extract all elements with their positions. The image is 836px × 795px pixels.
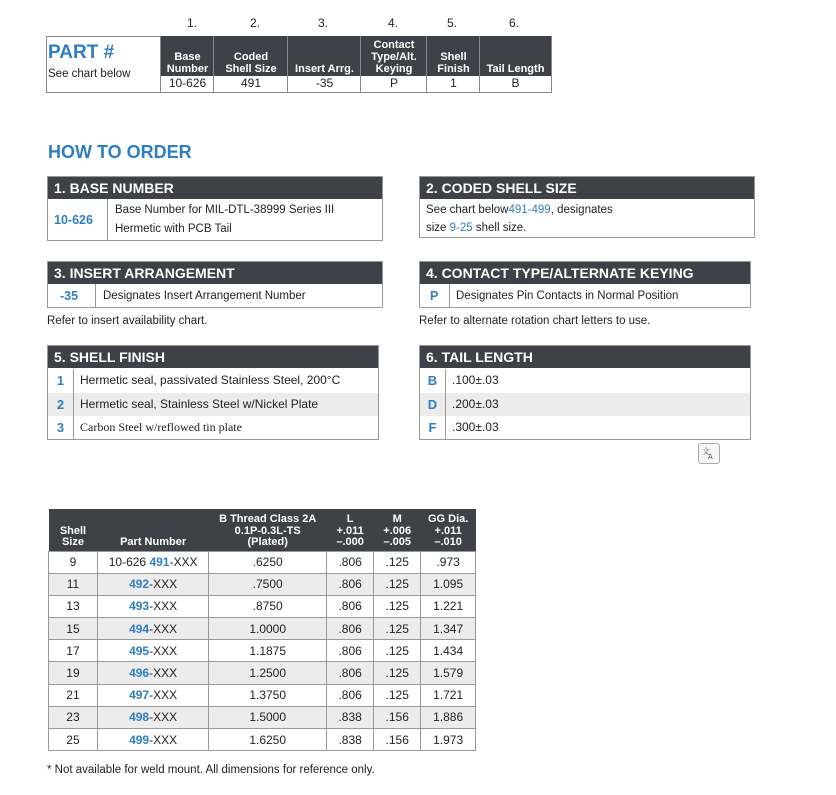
part-number-cell: [97, 729, 208, 751]
part-number-suffix: -XXX: [149, 577, 178, 592]
shell-finish-desc: Carbon Steel w/reflowed tin plate: [80, 420, 242, 434]
part-number-suffix: -XXX: [149, 621, 178, 636]
col-gg-dia: GG Dia. +.011 –.010: [421, 509, 476, 551]
part-number-code: 493: [129, 599, 150, 614]
coded-shell-size-section: [419, 176, 755, 238]
contact-type-code: P: [430, 289, 439, 303]
pn-index-2: 2.: [249, 16, 260, 30]
thread-cell: 1.6250: [209, 729, 327, 751]
shell-finish-section: [47, 345, 379, 440]
pn-col-insert-arrangement: [287, 36, 361, 92]
part-number-cell: [97, 662, 208, 684]
table-row: [49, 706, 476, 728]
pn-col-shell-finish: [426, 36, 480, 92]
shell-size-cell: 17: [49, 640, 98, 662]
m-cell: .125: [374, 640, 421, 662]
gg-dia-cell: 1.095: [421, 573, 476, 595]
thread-cell: 1.2500: [209, 662, 327, 684]
table-row: [49, 640, 476, 662]
gg-dia-cell: 1.721: [421, 684, 476, 706]
tail-length-code: F: [428, 420, 437, 435]
contact-type-section: [419, 261, 751, 308]
thread-cell: 1.3750: [209, 684, 327, 706]
tail-length-row: [420, 369, 750, 393]
tail-length-section: [419, 345, 751, 440]
dimension-table-grid: [48, 509, 476, 751]
part-number-cell: [97, 551, 208, 573]
tail-length-row-divider: [445, 369, 446, 393]
m-cell: .125: [374, 595, 421, 617]
how-to-order-title: HOW TO ORDER: [48, 142, 192, 162]
pn-value-shell-finish: 1: [450, 76, 457, 90]
base-number-section: [47, 176, 383, 241]
l-cell: .806: [327, 573, 374, 595]
table-row: [49, 662, 476, 684]
part-number-code: 496: [129, 666, 150, 681]
pn-col-tail-length: [479, 36, 551, 92]
shell-size-cell: 15: [49, 618, 98, 640]
table-row: [49, 729, 476, 751]
col-b-thread: B Thread Class 2A 0.1P-0.3L-TS (Plated): [209, 509, 327, 551]
pn-value-tail-length: B: [511, 76, 520, 90]
part-number-code: 495: [129, 643, 150, 658]
shell-size-cell: 19: [49, 662, 98, 684]
tail-length-desc: .300±.03: [452, 420, 499, 434]
l-cell: .838: [327, 706, 374, 728]
base-number-header: 1. BASE NUMBER: [48, 177, 382, 199]
base-number-divider: [107, 199, 108, 241]
part-number-title: PART #: [48, 42, 115, 63]
shell-size-cell: 11: [49, 573, 98, 595]
tail-length-row: [420, 393, 750, 417]
gg-dia-cell: .973: [421, 551, 476, 573]
l-cell: .806: [327, 662, 374, 684]
pn-header-tail-length: Tail Length: [480, 36, 551, 76]
part-number-cell: [97, 618, 208, 640]
tail-length-row: [420, 416, 750, 440]
part-number-code: 497: [129, 688, 150, 703]
part-number-code: 498: [129, 710, 150, 725]
col-l: L +.011 –.000: [327, 509, 374, 551]
insert-arrangement-section: [47, 261, 383, 308]
col-part-number: Part Number: [97, 509, 208, 551]
shell-finish-row-divider: [73, 369, 74, 393]
dimension-table: [48, 509, 476, 751]
col-m: M +.006 –.005: [374, 509, 421, 551]
tail-length-code: D: [427, 396, 438, 412]
thread-cell: .7500: [209, 573, 327, 595]
coded-shell-size-text-c: , designates: [550, 204, 613, 216]
m-cell: .156: [374, 706, 421, 728]
coded-shell-size-text-d: size: [426, 222, 450, 234]
shell-finish-row: [48, 393, 378, 417]
part-number-suffix: -XXX: [149, 643, 178, 658]
contact-type-desc: Designates Pin Contacts in Normal Position: [456, 290, 679, 302]
pn-index-5: 5.: [446, 16, 457, 30]
part-number-code: 492: [129, 577, 150, 592]
l-cell: .806: [327, 551, 374, 573]
base-number-desc-2: Hermetic with PCB Tail: [115, 223, 232, 235]
part-number-cell: [97, 640, 208, 662]
part-number-subtitle: See chart below: [48, 68, 131, 80]
part-number-cell: [97, 684, 208, 706]
translate-icon[interactable]: [698, 443, 720, 464]
insert-arrangement-note: Refer to insert availability chart.: [47, 315, 208, 327]
m-cell: .125: [374, 618, 421, 640]
translate-glyph-icon: [702, 446, 716, 460]
table-row: [49, 684, 476, 706]
shell-finish-desc: Hermetic seal, passivated Stainless Steel, 200°C: [80, 373, 341, 387]
l-cell: .806: [327, 640, 374, 662]
pn-header-contact-type: Contact Type/Alt. Keying: [361, 36, 427, 76]
l-cell: .806: [327, 595, 374, 617]
pn-index-4: 4.: [387, 16, 398, 30]
coded-shell-size-header: 2. CODED SHELL SIZE: [420, 177, 754, 199]
part-number-suffix: -XXX: [149, 599, 178, 614]
contact-type-note: Refer to alternate rotation chart letters to use.: [419, 315, 651, 327]
pn-header-shell-finish: Shell Finish: [427, 36, 480, 76]
tail-length-row-divider: [445, 393, 446, 417]
coded-shell-size-line-1: [426, 204, 613, 216]
gg-dia-cell: 1.434: [421, 640, 476, 662]
shell-finish-desc: Hermetic seal, Stainless Steel w/Nickel Plate: [80, 396, 319, 411]
tail-length-code: B: [427, 373, 438, 388]
pn-index-3: 3.: [317, 16, 328, 30]
m-cell: .125: [374, 573, 421, 595]
base-number-code: 10-626: [54, 213, 93, 227]
pn-value-insert-arrangement: -35: [315, 76, 334, 90]
pn-value-base-number: 10-626: [168, 76, 207, 90]
gg-dia-cell: 1.221: [421, 595, 476, 617]
part-number-suffix: -XXX: [169, 555, 198, 570]
dimension-table-body: [49, 551, 476, 751]
pn-index-1: 1.: [186, 16, 197, 30]
base-number-desc-1: Base Number for MIL-DTL-38999 Series III: [115, 204, 335, 216]
part-number-suffix: -XXX: [149, 688, 178, 703]
insert-arrangement-header: 3. INSERT ARRANGEMENT: [48, 262, 382, 284]
pn-index-6: 6.: [508, 16, 519, 30]
shell-finish-row: [48, 369, 378, 393]
shell-finish-row-divider: [73, 416, 74, 440]
shell-size-cell: 25: [49, 729, 98, 751]
coded-shell-size-sizes: 9-25: [449, 222, 473, 234]
part-number-prefix: 10-626: [108, 555, 150, 570]
tail-length-desc: .100±.03: [452, 373, 499, 387]
m-cell: .125: [374, 684, 421, 706]
part-number-suffix: -XXX: [149, 732, 178, 747]
part-number-code: 494: [129, 621, 150, 636]
part-number-cell: [97, 595, 208, 617]
gg-dia-cell: 1.886: [421, 706, 476, 728]
shell-size-cell: 13: [49, 595, 98, 617]
gg-dia-cell: 1.347: [421, 618, 476, 640]
thread-cell: .8750: [209, 595, 327, 617]
contact-type-header: 4. CONTACT TYPE/ALTERNATE KEYING: [420, 262, 750, 284]
coded-shell-size-line-2: [426, 222, 526, 234]
thread-cell: .6250: [209, 551, 327, 573]
tail-length-row-divider: [445, 416, 446, 440]
svg-text:文: 文: [702, 447, 710, 456]
m-cell: .125: [374, 662, 421, 684]
part-number-suffix: -XXX: [149, 710, 178, 725]
insert-arrangement-divider: [95, 284, 96, 308]
contact-type-divider: [449, 284, 450, 308]
l-cell: .806: [327, 618, 374, 640]
pn-value-coded-shell-size: 491: [240, 76, 262, 90]
shell-size-cell: 9: [49, 551, 98, 573]
coded-shell-size-text-f: shell size.: [472, 222, 527, 234]
tail-length-desc: .200±.03: [452, 396, 499, 411]
pn-header-base-number: Base Number: [161, 36, 214, 76]
shell-finish-code: 2: [56, 396, 65, 412]
table-row: [49, 595, 476, 617]
gg-dia-cell: 1.579: [421, 662, 476, 684]
insert-arrangement-desc: Designates Insert Arrangement Number: [103, 290, 306, 302]
insert-arrangement-code: -35: [60, 289, 79, 303]
l-cell: .806: [327, 684, 374, 706]
shell-finish-code: 3: [56, 420, 65, 435]
shell-finish-row: [48, 416, 378, 440]
coded-shell-size-text-a: See chart below: [426, 204, 509, 216]
shell-finish-code: 1: [56, 373, 65, 388]
pn-value-contact-type: P: [389, 76, 398, 90]
thread-cell: 1.1875: [209, 640, 327, 662]
col-shell-size: Shell Size: [49, 509, 98, 551]
part-number-cell: [97, 706, 208, 728]
pn-col-coded-shell-size: [213, 36, 288, 92]
part-number-suffix: -XXX: [149, 666, 178, 681]
m-cell: .156: [374, 729, 421, 751]
shell-finish-header: 5. SHELL FINISH: [48, 346, 378, 368]
gg-dia-cell: 1.973: [421, 729, 476, 751]
shell-finish-row-divider: [73, 393, 74, 417]
part-number-code: 499: [129, 732, 150, 747]
pn-col-base-number: [160, 36, 214, 92]
thread-cell: 1.5000: [209, 706, 327, 728]
table-row: [49, 618, 476, 640]
pn-header-insert-arrangement: Insert Arrg.: [288, 36, 361, 76]
part-number-cell: [97, 573, 208, 595]
coded-shell-size-range: 491-499: [508, 204, 551, 216]
shell-size-cell: 21: [49, 684, 98, 706]
pn-col-contact-type: [360, 36, 427, 92]
l-cell: .838: [327, 729, 374, 751]
svg-text:A: A: [708, 453, 713, 460]
pn-header-coded-shell-size: Coded Shell Size: [214, 36, 288, 76]
tail-length-header: 6. TAIL LENGTH: [420, 346, 750, 368]
footnote: * Not available for weld mount. All dimensions for reference only.: [47, 764, 375, 776]
shell-size-cell: 23: [49, 706, 98, 728]
part-number-code: 491: [149, 555, 170, 570]
dimension-table-header-row: [49, 509, 476, 551]
table-row: [49, 551, 476, 573]
table-row: [49, 573, 476, 595]
thread-cell: 1.0000: [209, 618, 327, 640]
m-cell: .125: [374, 551, 421, 573]
